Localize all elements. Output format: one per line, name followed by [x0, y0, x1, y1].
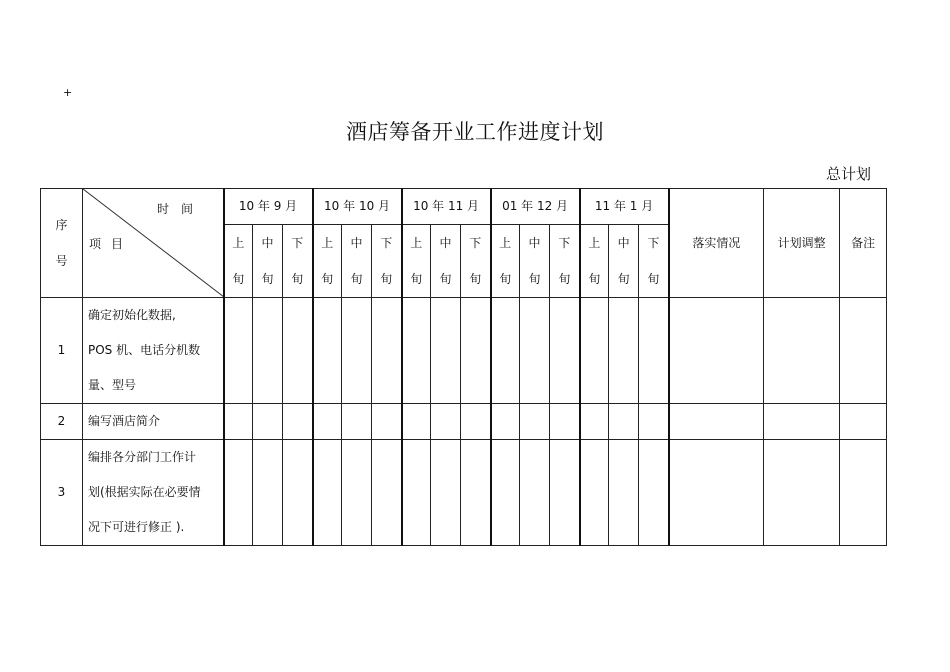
xun-upper-top: 上 — [321, 236, 334, 250]
schedule-cell — [461, 404, 491, 440]
table-row — [41, 298, 887, 404]
xun-lower-top: 下 — [469, 236, 482, 250]
row-seq: 1 — [41, 298, 83, 404]
xun-upper-top: 上 — [499, 236, 512, 250]
xun-lower-bottom: 旬 — [469, 272, 482, 286]
xun-lower-top: 下 — [647, 236, 660, 250]
xun-middle-top: 中 — [350, 236, 363, 250]
adjustment-cell — [764, 440, 840, 546]
plan-subtitle: 总计划 — [826, 165, 872, 183]
schedule-cell — [431, 440, 461, 546]
schedule-cell — [402, 404, 431, 440]
schedule-cell — [461, 440, 491, 546]
schedule-cell — [609, 404, 639, 440]
row-item-line: 划(根据实际在必要情 — [88, 485, 201, 499]
page-mark: + — [63, 86, 73, 99]
schedule-cell — [342, 440, 372, 546]
schedule-cell — [639, 440, 669, 546]
xun-lower — [461, 225, 491, 298]
schedule-cell — [520, 404, 550, 440]
xun-middle-bottom: 旬 — [261, 272, 274, 286]
header-plan-adjustment: 计划调整 — [764, 189, 840, 298]
xun-middle-top: 中 — [439, 236, 452, 250]
schedule-cell — [372, 440, 402, 546]
xun-lower-bottom: 旬 — [291, 272, 304, 286]
xun-lower — [550, 225, 580, 298]
implementation-cell — [669, 298, 764, 404]
table-row — [41, 404, 887, 440]
schedule-cell — [372, 298, 402, 404]
xun-middle — [342, 225, 372, 298]
schedule-cell — [431, 404, 461, 440]
xun-middle-top: 中 — [617, 236, 630, 250]
xun-middle — [431, 225, 461, 298]
xun-lower-top: 下 — [558, 236, 571, 250]
row-item-line: 确定初始化数据, — [88, 308, 176, 322]
schedule-cell — [313, 298, 342, 404]
month-header-4: 01 年 12 月 — [491, 189, 580, 225]
xun-lower-top: 下 — [291, 236, 304, 250]
schedule-cell — [253, 404, 283, 440]
xun-upper — [491, 225, 520, 298]
schedule-cell — [550, 298, 580, 404]
schedule-cell — [491, 440, 520, 546]
header-seq — [41, 189, 83, 298]
schedule-cell — [580, 298, 609, 404]
xun-lower-bottom: 旬 — [380, 272, 393, 286]
header-item: 项目 — [89, 237, 134, 251]
xun-middle-top: 中 — [261, 236, 274, 250]
schedule-cell — [402, 440, 431, 546]
schedule-cell — [550, 404, 580, 440]
month-header-3: 10 年 11 月 — [402, 189, 491, 225]
schedule-cell — [431, 298, 461, 404]
xun-lower — [372, 225, 402, 298]
schedule-cell — [402, 298, 431, 404]
xun-middle-bottom: 旬 — [528, 272, 541, 286]
xun-middle-bottom: 旬 — [617, 272, 630, 286]
row-seq: 2 — [41, 404, 83, 440]
xun-upper-top: 上 — [410, 236, 423, 250]
header-seq-char-1: 序 — [55, 218, 68, 232]
schedule-cell — [639, 404, 669, 440]
xun-middle — [520, 225, 550, 298]
schedule-cell — [224, 440, 253, 546]
schedule-cell — [313, 404, 342, 440]
xun-upper-bottom: 旬 — [588, 272, 601, 286]
schedule-cell — [224, 404, 253, 440]
schedule-cell — [491, 298, 520, 404]
row-item-line: 编排各分部门工作计 — [88, 450, 197, 464]
adjustment-cell — [764, 298, 840, 404]
schedule-cell — [283, 440, 313, 546]
header-diagonal-cell — [83, 189, 224, 298]
xun-lower-bottom: 旬 — [558, 272, 571, 286]
xun-upper — [313, 225, 342, 298]
xun-upper-bottom: 旬 — [499, 272, 512, 286]
header-seq-char-2: 号 — [55, 254, 68, 268]
xun-middle — [609, 225, 639, 298]
schedule-cell — [491, 404, 520, 440]
xun-middle-top: 中 — [528, 236, 541, 250]
remarks-cell — [840, 404, 887, 440]
schedule-cell — [372, 404, 402, 440]
schedule-cell — [520, 440, 550, 546]
xun-upper-bottom: 旬 — [321, 272, 334, 286]
month-header-5: 11 年 1 月 — [580, 189, 669, 225]
xun-upper — [224, 225, 253, 298]
row-seq: 3 — [41, 440, 83, 546]
schedule-cell — [342, 298, 372, 404]
schedule-cell — [609, 298, 639, 404]
implementation-cell — [669, 440, 764, 546]
table-row — [41, 440, 887, 546]
schedule-cell — [461, 298, 491, 404]
row-item-line: 量、型号 — [88, 378, 137, 392]
xun-lower — [639, 225, 669, 298]
schedule-cell — [342, 404, 372, 440]
xun-lower — [283, 225, 313, 298]
schedule-cell — [550, 440, 580, 546]
header-implementation: 落实情况 — [669, 189, 764, 298]
row-item-line: POS 机、电话分机数 — [88, 343, 201, 357]
xun-upper-top: 上 — [588, 236, 601, 250]
xun-upper-top: 上 — [232, 236, 245, 250]
schedule-cell — [283, 404, 313, 440]
header-remarks: 备注 — [840, 189, 887, 298]
row-item — [83, 298, 224, 404]
row-item — [83, 404, 224, 440]
month-header-2: 10 年 10 月 — [313, 189, 402, 225]
xun-lower-bottom: 旬 — [647, 272, 660, 286]
row-item — [83, 440, 224, 546]
month-header-1: 10 年 9 月 — [224, 189, 313, 225]
schedule-cell — [224, 298, 253, 404]
schedule-table — [40, 188, 887, 546]
schedule-cell — [580, 404, 609, 440]
schedule-cell — [639, 298, 669, 404]
schedule-cell — [580, 440, 609, 546]
xun-middle-bottom: 旬 — [439, 272, 452, 286]
remarks-cell — [840, 298, 887, 404]
schedule-cell — [253, 298, 283, 404]
schedule-cell — [253, 440, 283, 546]
xun-upper-bottom: 旬 — [410, 272, 423, 286]
xun-upper-bottom: 旬 — [232, 272, 245, 286]
header-time: 时间 — [157, 202, 206, 216]
page-title: 酒店筹备开业工作进度计划 — [346, 120, 604, 144]
schedule-cell — [313, 440, 342, 546]
schedule-cell — [609, 440, 639, 546]
row-item-line: 编写酒店简介 — [88, 414, 161, 428]
adjustment-cell — [764, 404, 840, 440]
xun-upper — [402, 225, 431, 298]
remarks-cell — [840, 440, 887, 546]
schedule-cell — [520, 298, 550, 404]
implementation-cell — [669, 404, 764, 440]
xun-upper — [580, 225, 609, 298]
xun-middle — [253, 225, 283, 298]
xun-lower-top: 下 — [380, 236, 393, 250]
row-item-line: 况下可进行修正 ). — [88, 520, 185, 534]
xun-middle-bottom: 旬 — [350, 272, 363, 286]
schedule-cell — [283, 298, 313, 404]
